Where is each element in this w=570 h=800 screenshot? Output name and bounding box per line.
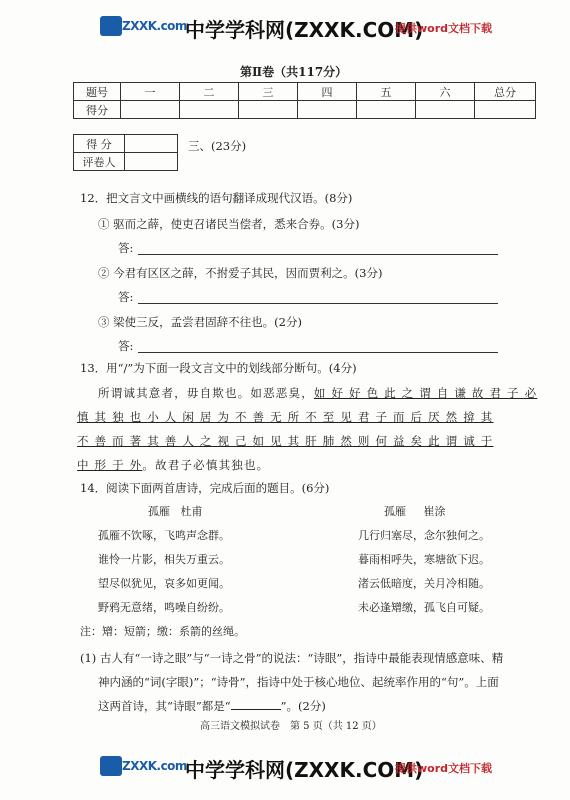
q12-answer-label-1: 答: xyxy=(118,241,134,255)
zxxk-logo xyxy=(100,754,187,782)
logo-text: ZXXK.com xyxy=(122,19,187,33)
section-three-title: 三、(23分) xyxy=(188,139,247,153)
score-input-cell[interactable] xyxy=(357,101,416,119)
poem1-title: 孤雁 xyxy=(148,505,170,518)
site-title: 中学学科网(ZXXK.COM) xyxy=(185,18,424,42)
poem1-line: 谁怜一片影，相失万重云。 xyxy=(98,553,230,566)
q14-sub1-line-2: 神内涵的“词(字眼)”；“诗骨”，指诗中处于核心地位、起统率作用的“句”。上面 xyxy=(98,675,499,689)
q13-stem: 13．用“/”为下面一段文言文中的划线部分断句。(4分) xyxy=(80,361,357,375)
score-cell: 二 xyxy=(180,83,239,101)
section-title: 第Ⅱ卷（共117分） xyxy=(240,65,348,79)
q14-sub1-line-1: (1) 古人有“一诗之眼”与“一诗之骨”的说法：“诗眼”，指诗中最能表现情感意味、精 xyxy=(80,651,504,665)
score-value-row xyxy=(74,101,536,119)
score-cell: 总分 xyxy=(475,83,536,101)
poem2-author: 崔涂 xyxy=(423,505,446,518)
site-title: 中学学科网(ZXXK.COM) xyxy=(185,758,424,782)
grader-score-label: 得 分 xyxy=(74,135,125,153)
q13-passage-line-3: 不 善 而 著 其 善 人 之 视 己 如 见 其 肝 肺 然 则 何 益 矣 此 谓 诚 于 xyxy=(77,434,494,448)
score-cell: 三 xyxy=(239,83,298,101)
bottom-banner xyxy=(0,748,570,788)
poem2-title: 孤雁 xyxy=(384,505,406,518)
q12-answer-line-3[interactable] xyxy=(138,352,498,353)
q13-passage-line-2: 慎 其 独 也 小 人 闲 居 为 不 善 无 所 不 至 见 君 子 而 后 厌 然 揜 其 xyxy=(77,410,494,424)
q12-answer-line-1[interactable] xyxy=(138,254,498,255)
poem-eye-blank[interactable] xyxy=(231,699,281,710)
score-header-row xyxy=(74,83,536,101)
q13-passage-line-1 xyxy=(98,385,537,401)
score-input-cell[interactable] xyxy=(416,101,475,119)
poem2-line: 暮雨相呼失，寒塘欲下迟。 xyxy=(358,553,490,566)
score-input-cell[interactable] xyxy=(121,101,180,119)
poem1-line: 野鸦无意绪，鸣噪自纷纷。 xyxy=(98,601,230,614)
score-cell: 题号 xyxy=(74,83,121,101)
poem2-line: 几行归塞尽，念尔独何之。 xyxy=(358,529,490,542)
score-input-cell[interactable] xyxy=(180,101,239,119)
q13-plain-text: 。故君子必慎其独也。 xyxy=(142,458,270,472)
q13-passage-line-4 xyxy=(77,457,269,473)
word-download-link[interactable]: 提供word文档下载 xyxy=(395,22,493,35)
grader-label: 评卷人 xyxy=(74,153,125,171)
poem2-line: 未必逢矰缴，孤飞自可疑。 xyxy=(358,601,490,614)
score-cell: 四 xyxy=(298,83,357,101)
q14-sub1-text: 这两首诗，其“诗眼”都是 xyxy=(98,699,225,713)
logo-text: ZXXK.com xyxy=(122,759,187,773)
poem2-heading xyxy=(384,503,445,519)
top-banner xyxy=(0,8,570,48)
score-row-label: 得分 xyxy=(74,101,121,119)
poem1-heading xyxy=(148,503,203,519)
graduation-cap-icon xyxy=(100,16,122,36)
graduation-cap-icon xyxy=(100,756,122,776)
score-table xyxy=(73,82,536,119)
q12-stem: 12．把文言文中画横线的语句翻译成现代汉语。(8分) xyxy=(80,191,353,205)
q14-sub1-line-3: 这两首诗，其“诗眼”都是“ ”。(2分) xyxy=(98,699,326,713)
q13-underlined-text: 中 形 于 外 xyxy=(77,458,143,472)
q12-answer-label-2: 答: xyxy=(118,290,134,304)
score-cell: 一 xyxy=(121,83,180,101)
q14-stem: 14．阅读下面两首唐诗，完成后面的题目。(6分) xyxy=(80,481,330,495)
poem1-author: 杜甫 xyxy=(180,505,203,518)
poem-note: 注：矰：短箭；缴：系箭的丝绳。 xyxy=(80,625,245,638)
grader-table xyxy=(73,134,178,171)
q14-sub1-score: 。(2分) xyxy=(286,699,326,713)
score-input-cell[interactable] xyxy=(298,101,357,119)
zxxk-logo xyxy=(100,14,187,42)
q12-item-1: ① 驱而之薛，使吏召诸民当偿者，悉来合券。(3分) xyxy=(98,217,360,231)
q12-answer-line-2[interactable] xyxy=(138,303,498,304)
poem2-line: 渚云低暗度，关月冷相随。 xyxy=(358,577,490,590)
q12-item-2: ② 今君有区区之薛，不拊爱子其民，因而贾利之。(3分) xyxy=(98,266,383,280)
poem1-line: 孤雁不饮啄，飞鸣声念群。 xyxy=(98,529,230,542)
word-download-link[interactable]: 提供word文档下载 xyxy=(395,762,493,775)
q12-item-3: ③ 梁使三反，孟尝君固辞不往也。(2分) xyxy=(98,315,302,329)
grader-score-cell[interactable] xyxy=(125,135,178,153)
q12-answer-label-3: 答: xyxy=(118,339,134,353)
score-input-cell[interactable] xyxy=(239,101,298,119)
score-input-cell[interactable] xyxy=(475,101,536,119)
score-cell: 六 xyxy=(416,83,475,101)
poem1-line: 望尽似犹见，哀多如更闻。 xyxy=(98,577,230,590)
page-footer: 高三语文模拟试卷 第 5 页（共 12 页） xyxy=(200,721,382,732)
q13-plain-text: 所谓诚其意者，毋自欺也。如恶恶臭， xyxy=(98,386,314,400)
q13-underlined-text: 如 好 好 色 此 之 谓 自 谦 故 君 子 必 xyxy=(313,386,538,400)
score-cell: 五 xyxy=(357,83,416,101)
grader-cell[interactable] xyxy=(125,153,178,171)
